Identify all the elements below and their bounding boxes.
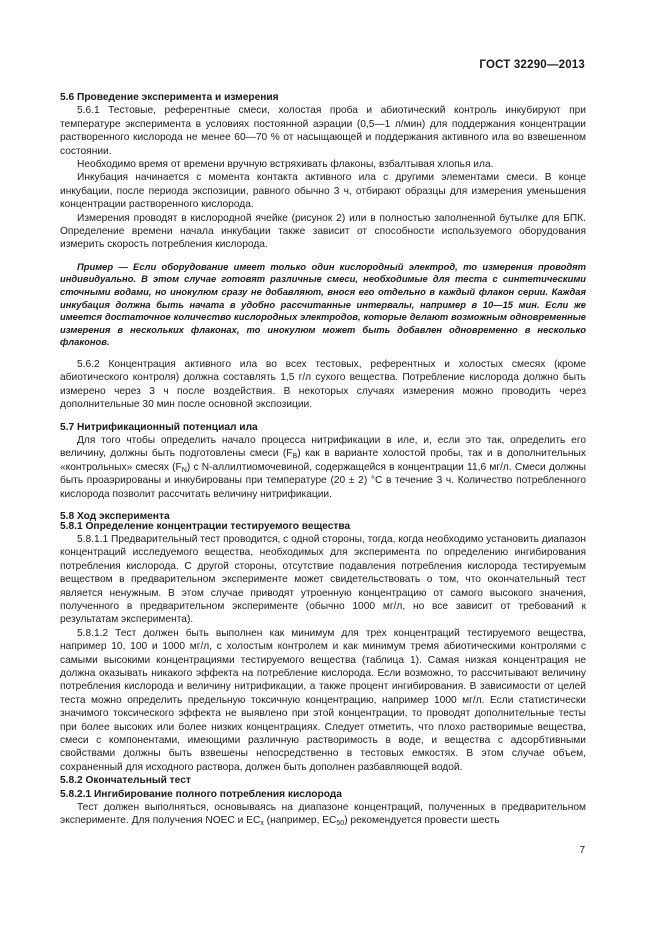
paragraph-5-6-2: 5.6.2 Концентрация активного ила во всех тестовых, референтных и холостых смесях (кроме абиотического контроля) должна составлять 1,5 г/л сухого вещества. Потребление кислорода должно быть измерено через 3 ч после воздействия. В некоторых случаях измерения можно проводить через дополнительные 30 мин после основной экспозиции. <box>60 359 586 411</box>
section-heading-5-6: 5.6 Проведение эксперимента и измерения <box>60 92 279 103</box>
example-note: Пример — Если оборудование имеет только один кислородный электрод, то измерения проводят индивидуально. В этом случае готовят различные смеси, необходимые для теста с синтетическими сточными водами, но инокулюм сразу не добавляют, внося его отдельно в каждый флакон серии. Каждая инкубация должна быть начата в удобно рассчитанные интервалы, например в 10—15 мин. Если же имеется достаточное количество кислородных электродов, которые делают возможным одновременные измерения в нескольких флаконах, то инокулюм может быть добавлен одновременно в несколько флаконов. <box>60 260 586 348</box>
subsection-heading-5-8-1: 5.8.1 Определение концентрации тестируемого вещества <box>60 520 351 532</box>
text-run: ) как в варианте холостой пробы, так и в дополнительных «контрольных» смесях (F <box>60 448 586 473</box>
paragraph-5-8-1-2: 5.8.1.2 Тест должен быть выполнен как минимум для трех концентраций тестируемого вещества, например 10, 100 и 1000 мг/л, с холостым контролем и как минимум тремя абиотическими контролями с самыми высокими концентрациями тестируемого вещества (таблица 1). Самая низкая концентрация не должна оказывать никакого эффекта на потребление кислорода. Если возможно, то рассчитывают величину потребления кислорода и величину нитрификации, а также процент ингибирования. В зависимости от целей теста можно определить предельную токсичную концентрацию, например 1000 мг/л. Если статистически значимого токсического эффекта не выявлено при этой концентрации, то проводят дополнительные тесты при более высоких или более низких концентрациях. Следует отметить, что плохо растворимые вещества, смеси с компонентами, имеющими различную растворимость в воде, и вещества с адсорбтивными свойствами должны быть взвешены непосредственно в тестовых емкостях. В этом случае объем, сохраненный для исходного раствора, должен быть дополнен разбавляющей водой. <box>60 627 586 773</box>
subscript: 50 <box>336 820 345 828</box>
paragraph-5-6-1: 5.6.1 Тестовые, референтные смеси, холостая проба и абиотический контроль инкубируют при температуре эксперимента в условиях постоянной аэрации (0,5—1 л/мин) для поддержания концентрации растворенного кислорода не менее 60—70 % от насыщающей и поддержания активного ила во взвешенном состоянии. <box>60 105 586 157</box>
paragraph: Инкубация начинается с момента контакта активного ила с другими элементами смеси. В конце инкубации, после периода экспозиции, равного обычно 3 ч, отбирают образцы для измерения уменьшения концентрации растворенного кислорода. <box>60 172 586 211</box>
subscript: B <box>292 453 298 461</box>
paragraph: Необходимо время от времени вручную встряхивать флаконы, взбалтывая хлопья ила. <box>77 159 494 171</box>
standard-number: ГОСТ 32290—2013 <box>479 59 585 71</box>
text-run: Тест должен выполняться, основываясь на диапазоне концентраций, полученных в предварительном эксперименте. Для получения NOEC и EC <box>60 802 586 827</box>
text-run: Для того чтобы определить начало процесса нитрификации в иле, и, если это так, определить его величину, должны быть подготовлены смеси (F <box>60 435 586 460</box>
page-number: 7 <box>579 845 585 856</box>
subscript: N <box>181 466 187 474</box>
section-heading-5-7: 5.7 Нитрификационный потенциал ила <box>60 421 258 433</box>
section-heading-5-8: 5.8 Ход эксперимента <box>60 511 170 523</box>
paragraph-5-7 <box>60 434 586 501</box>
text-run: (например, EC <box>263 815 337 827</box>
paragraph-5-8-2-1 <box>60 801 586 828</box>
subsection-heading-5-8-2: 5.8.2 Окончательный тест <box>60 775 191 787</box>
text-run: ) с N-аллилтиомочевиной, содержащейся в концентрации 11,6 мг/л. Смеси должны быть проаэрированы и инкубированы при температуре (20 ± 2) °С в течение 3 ч. Количество потребленного кислорода позволит рассчитать величину нитрификации. <box>60 461 586 500</box>
document-body <box>60 91 586 828</box>
subsection-heading-5-8-2-1: 5.8.2.1 Ингибирование полного потребления кислорода <box>60 788 342 800</box>
paragraph-5-8-1-1: 5.8.1.1 Предварительный тест проводится, с одной стороны, тогда, когда необходимо установить диапазон концентраций исследуемого вещества, необходимых для эксперимента по определению ингибирования потребления кислорода. С другой стороны, отсутствие подавления потребления кислорода тестируемым веществом в предварительном эксперименте может свидетельствовать о том, что окончательный тест является ненужным. В этом случае приводят утроенную концентрацию от самого высокого значения, полученного в предварительном эксперименте (обычно 1000 мг/л, но все зависит от требований к результатам эксперимента). <box>60 533 586 626</box>
text-run: ) рекомендуется провести шесть <box>344 815 500 827</box>
subscript: x <box>260 820 264 828</box>
paragraph: Измерения проводят в кислородной ячейке (рисунок 2) или в полностью заполненной бутылке для БПК. Определение времени начала инкубации также зависит от способности используемого оборудования измерить скорость потребления кислорода. <box>60 212 586 251</box>
